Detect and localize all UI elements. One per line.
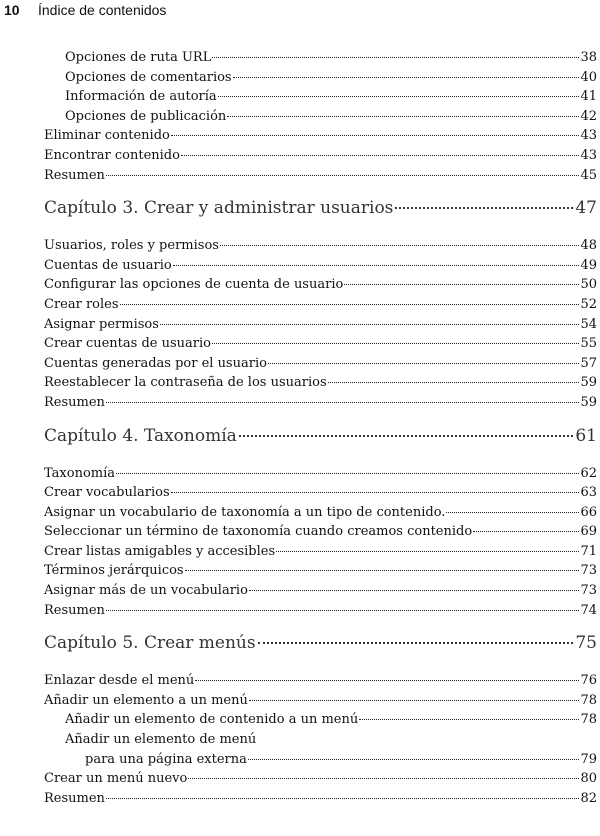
dot-leader [258,638,574,644]
toc-entry[interactable] [44,730,597,750]
dot-leader [249,696,580,701]
toc-entry-page-number: 38 [580,50,597,65]
chapter-heading[interactable] [44,198,597,225]
dot-leader [171,488,580,493]
toc-entry-page-number: 78 [580,692,597,708]
dot-leader [160,320,580,325]
toc-entry[interactable] [44,542,597,562]
toc-entry[interactable] [44,769,597,789]
dot-leader [220,241,580,246]
dot-leader [239,431,574,437]
toc-entry-title: Cuentas de usuario [44,257,172,273]
dot-leader [473,527,579,532]
toc-entry-page-number: 73 [580,563,597,579]
toc-entry[interactable] [44,671,597,691]
toc-entry-title: Información de autoría [65,89,217,105]
toc-entry-page-number: 79 [580,751,597,767]
toc-entry-page-number: 43 [580,147,597,163]
toc-entry-title: Enlazar desde el menú [44,673,195,689]
dot-leader [446,508,579,513]
dot-leader [268,359,580,364]
toc-entry-page-number: 42 [580,108,597,124]
toc-entry-title: Opciones de publicación [65,108,227,124]
toc-entry[interactable] [44,789,597,809]
toc-entry-page-number: 63 [580,485,597,501]
toc-entry-page-number: 73 [580,583,597,599]
toc-entry-title: Resumen [44,167,105,183]
toc-entry[interactable] [44,581,597,601]
toc-entry-page-number: 41 [580,89,597,105]
toc-entry[interactable] [44,126,597,146]
toc-entry-title: Cuentas generadas por el usuario [44,355,267,371]
toc-entry-page-number: 78 [580,712,597,728]
toc-entry-page-number: 62 [580,465,597,481]
toc-entry[interactable] [44,373,597,393]
dot-leader [195,676,579,681]
dot-leader [359,715,579,720]
toc-entry-title: Reestablecer la contraseña de los usuarios [44,375,327,391]
dot-leader [120,300,580,305]
toc-entry-title: Crear vocabularios [44,485,170,501]
toc-entry-page-number: 43 [580,128,597,144]
toc-entry[interactable] [44,68,597,88]
dot-leader [328,378,580,383]
toc-entry[interactable] [44,464,597,484]
toc-entry-page-number: 69 [580,524,597,540]
dot-leader [227,112,579,117]
dot-leader [344,280,579,285]
toc-entry[interactable] [44,295,597,315]
dot-leader [173,261,580,266]
dot-leader [233,73,580,78]
dot-leader [218,92,580,97]
toc-entry-title: Opciones de ruta URL [65,50,212,65]
toc-entry-title: para una página externa [85,751,247,767]
chapter-page-number: 61 [575,425,597,446]
toc-entry[interactable] [44,236,597,256]
dot-leader [106,171,580,176]
toc-entry-title: Resumen [44,790,105,806]
toc-entry-title: Asignar permisos [44,316,159,332]
toc-entry-title: Crear cuentas de usuario [44,336,211,352]
toc-entry[interactable] [44,691,597,711]
dot-leader [106,398,580,403]
dot-leader [395,203,573,209]
toc-entry-title: Añadir un elemento a un menú [44,692,248,708]
toc-entry-page-number: 82 [580,790,597,806]
toc-entry-page-number: 66 [580,504,597,520]
toc-entry-page-number: 54 [580,316,597,332]
toc-entry[interactable] [44,483,597,503]
toc-entry-page-number: 57 [580,355,597,371]
toc-entry-title: Opciones de comentarios [65,69,232,85]
dot-leader [181,151,579,156]
toc-entry[interactable] [44,561,597,581]
dot-leader [276,547,579,552]
toc-entry-page-number: 55 [580,336,597,352]
toc-entry-title: Asignar más de un vocabulario [44,583,248,599]
toc-entry-page-number: 80 [580,771,597,787]
dot-leader [212,339,579,344]
dot-leader [106,606,580,611]
dot-leader [249,586,580,591]
toc-entry[interactable] [44,166,597,186]
table-of-contents [44,48,597,808]
toc-entry[interactable] [44,522,597,542]
toc-entry[interactable] [44,503,597,523]
chapter-title: Capítulo 4. Taxonomía [44,425,237,446]
toc-entry-page-number: 48 [580,238,597,254]
toc-entry-title: Usuarios, roles y permisos [44,238,219,254]
dot-leader [188,774,579,779]
toc-entry-title: Crear listas amigables y accesibles [44,543,276,559]
chapter-page-number: 75 [575,633,597,654]
toc-entry-page-number: 45 [580,167,597,183]
chapter-heading[interactable] [44,426,597,453]
toc-entry-title: Eliminar contenido [44,128,170,144]
chapter-heading[interactable] [44,633,597,660]
toc-entry-title: Taxonomía [44,465,116,481]
toc-entry-page-number: 49 [580,257,597,273]
toc-entry-title: Asignar un vocabulario de taxonomía a un tipo de contenido. [44,504,446,520]
dot-leader [116,469,579,474]
toc-entry[interactable] [44,256,597,276]
toc-entry-title: Términos jerárquicos [44,563,184,579]
toc-entry-page-number: 74 [580,602,597,618]
running-header [4,2,166,28]
chapter-title: Capítulo 5. Crear menús [44,633,256,654]
toc-entry[interactable] [44,48,597,68]
toc-entry-page-number: 52 [580,296,597,312]
toc-entry[interactable] [44,710,597,730]
toc-entry[interactable] [44,354,597,374]
toc-entry-page-number: 59 [580,375,597,391]
toc-entry-title: Encontrar contenido [44,147,180,163]
toc-entry-title: Añadir un elemento de contenido a un menú [65,712,359,728]
toc-entry[interactable] [44,601,597,621]
page-number: 10 [4,2,20,18]
toc-entry-title: Seleccionar un término de taxonomía cuando creamos contenido [44,524,473,540]
toc-entry-title: Resumen [44,394,105,410]
toc-entry[interactable] [44,275,597,295]
chapter-title: Capítulo 3. Crear y administrar usuarios [44,198,394,219]
toc-entry-title: Crear roles [44,296,119,312]
toc-entry[interactable] [44,107,597,127]
toc-entry[interactable] [44,334,597,354]
toc-entry[interactable] [44,87,597,107]
toc-entry[interactable] [44,750,597,770]
toc-entry-page-number: 71 [580,543,597,559]
toc-entry-title: Resumen [44,602,105,618]
dot-leader [248,755,580,760]
chapter-page-number: 47 [575,198,597,219]
toc-entry-title: Añadir un elemento de menú [65,732,257,748]
dot-leader [212,53,579,58]
toc-entry-page-number: 76 [580,673,597,689]
dot-leader [171,131,580,136]
dot-leader [106,794,580,799]
toc-entry-page-number: 40 [580,69,597,85]
toc-entry-title: Crear un menú nuevo [44,771,188,787]
toc-entry-page-number: 50 [580,277,597,293]
running-header-title: Índice de contenidos [38,2,167,18]
toc-entry[interactable] [44,146,597,166]
dot-leader [185,566,580,571]
toc-entry[interactable] [44,315,597,335]
toc-entry[interactable] [44,393,597,413]
toc-entry-page-number: 59 [580,394,597,410]
toc-entry-title: Configurar las opciones de cuenta de usuario [44,277,344,293]
